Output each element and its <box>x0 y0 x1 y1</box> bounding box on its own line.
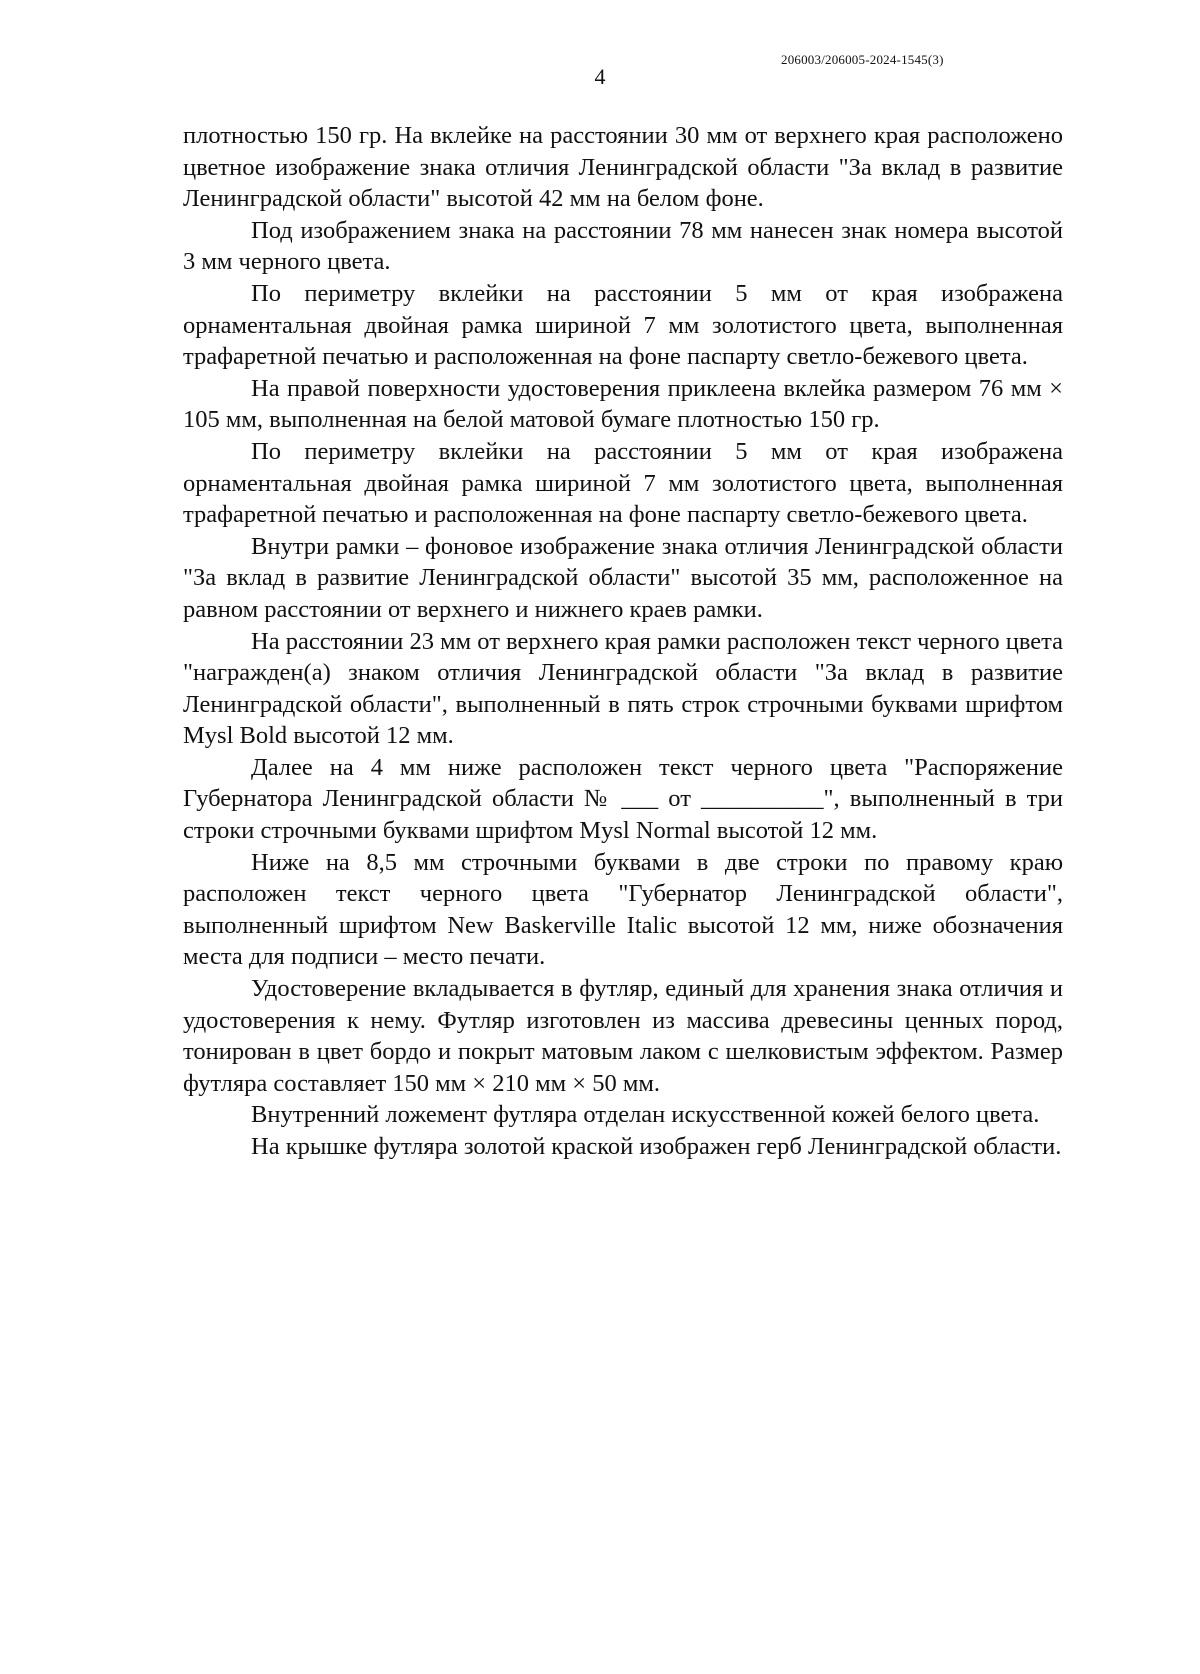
paragraph: Ниже на 8,5 мм строчными буквами в две строки по правому краю расположен текст черного цвета "Губернатор Ленинградской области", выполненный шрифтом New Baskerville Italic высотой 12 мм, ниже обозначения места для подписи – место печати. <box>183 848 1063 971</box>
paragraph: Удостоверение вкладывается в футляр, единый для хранения знака отличия и удостоверения к нему. Футляр изготовлен из массива древесины ценных пород, тонирован в цвет бордо и покрыт матовым лаком с шелковистым эффектом. Размер футляра составляет 150 мм × 210 мм × 50 мм. <box>183 975 1063 1097</box>
paragraph: Внутри рамки – фоновое изображение знака отличия Ленинградской области "За вклад в развитие Ленинградской области" высотой 35 мм, расположенное на равном расстоянии от верхнего и нижнего краев рамки. <box>183 532 1063 623</box>
paragraph: На крышке футляра золотой краской изображен герб Ленинградской области. <box>251 1133 1062 1160</box>
paragraph: Далее на 4 мм ниже расположен текст черного цвета "Распоряжение Губернатора Ленинградской области № ___ от __________", выполненный в три строки строчными буквами шрифтом Mysl Normal высотой 12 мм. <box>183 753 1063 845</box>
paragraph: На расстоянии 23 мм от верхнего края рамки расположен текст черного цвета "награжден(а) знаком отличия Ленинградской области "За вклад в развитие Ленинградской области", выполненный в пять строк строчными буквами шрифтом Mysl Bold высотой 12 мм. <box>183 627 1063 750</box>
paragraph: плотностью 150 гр. На вклейке на расстоянии 30 мм от верхнего края расположено цветное изображение знака отличия Ленинградской области "За вклад в развитие Ленинградской области" высотой 42 мм на белом фоне. <box>183 122 1063 213</box>
paragraph: На правой поверхности удостоверения приклеена вклейка размером 76 мм × 105 мм, выполненная на белой матовой бумаге плотностью 150 гр. <box>183 374 1063 434</box>
paragraph: Внутренний ложемент футляра отделан искусственной кожей белого цвета. <box>251 1101 1040 1129</box>
paragraph: По периметру вклейки на расстоянии 5 мм от края изображена орнаментальная двойная рамка шириной 7 мм золотистого цвета, выполненная трафаретной печатью и расположенная на фоне паспарту светло-бежевого цвета. <box>183 437 1063 529</box>
document-id: 206003/206005-2024-1545(3) <box>781 52 944 67</box>
page-number: 4 <box>594 64 606 89</box>
body-text <box>183 120 1063 1163</box>
paragraph: По периметру вклейки на расстоянии 5 мм от края изображена орнаментальная двойная рамка шириной 7 мм золотистого цвета, выполненная трафаретной печатью и расположенная на фоне паспарту светло-бежевого цвета. <box>183 279 1063 371</box>
paragraph: Под изображением знака на расстоянии 78 мм нанесен знак номера высотой 3 мм черного цвета. <box>183 216 1063 276</box>
